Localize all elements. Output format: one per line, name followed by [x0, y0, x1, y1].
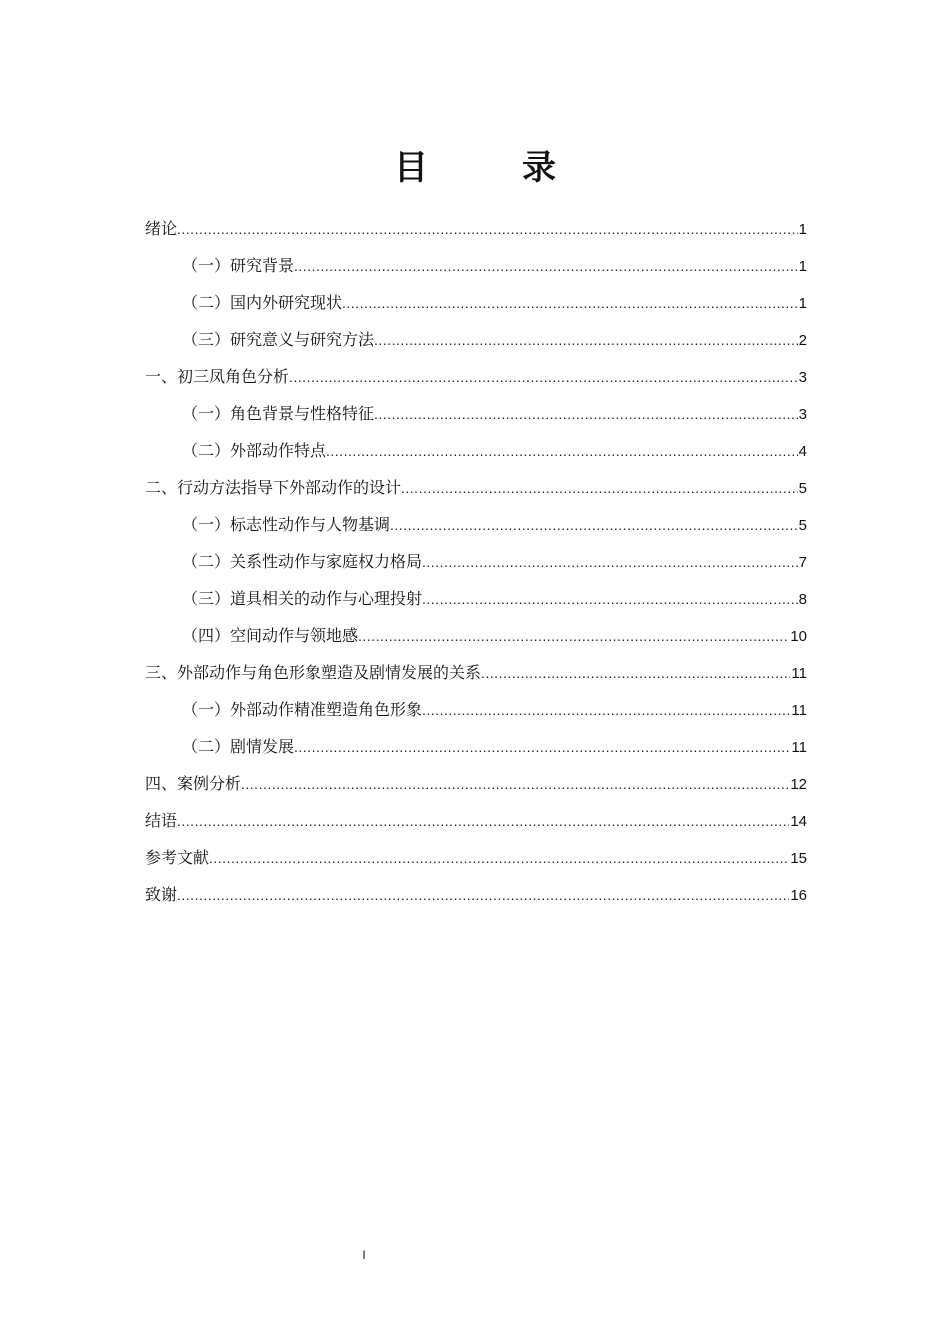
toc-entry-page-number: 14: [790, 813, 807, 830]
toc-entry-label: （一）外部动作精准塑造角色形象: [182, 700, 423, 719]
toc-entry-label: 二、行动方法指导下外部动作的设计: [145, 478, 402, 497]
toc-entry-label: （三）研究意义与研究方法: [182, 330, 375, 349]
toc-dot-leader: [241, 769, 789, 799]
toc-entry[interactable]: [145, 399, 807, 436]
toc-entry-label: （一）研究背景: [182, 256, 295, 275]
toc-entry-label: （二）国内外研究现状: [182, 293, 343, 312]
toc-entry[interactable]: [145, 325, 807, 362]
toc-dot-leader: [177, 806, 789, 836]
toc-entry-label: （三）道具相关的动作与心理投射: [182, 589, 423, 608]
toc-entry-label: 三、外部动作与角色形象塑造及剧情发展的关系: [145, 663, 482, 682]
toc-entry[interactable]: [145, 658, 807, 695]
toc-entry-page-number: 10: [790, 628, 807, 645]
toc-entry-page-number: 4: [798, 443, 807, 460]
toc-dot-leader: [374, 399, 798, 429]
toc-entry[interactable]: [145, 769, 807, 806]
toc-entry[interactable]: [145, 547, 807, 584]
toc-entry-label: 结语: [145, 811, 178, 830]
toc-entry[interactable]: [145, 251, 807, 288]
toc-entry-label: （二）关系性动作与家庭权力格局: [182, 552, 423, 571]
toc-entry-page-number: 5: [798, 517, 807, 534]
toc-dot-leader: [390, 510, 798, 540]
toc-dot-leader: [177, 214, 798, 244]
toc-dot-leader: [401, 473, 798, 503]
toc-list: [145, 214, 807, 917]
toc-entry-page-number: 5: [798, 480, 807, 497]
toc-dot-leader: [209, 843, 789, 873]
toc-dot-leader: [177, 880, 789, 910]
toc-entry-page-number: 11: [791, 702, 807, 719]
toc-entry-label: 致谢: [145, 885, 178, 904]
toc-entry-page-number: 7: [798, 554, 807, 571]
toc-entry[interactable]: [145, 436, 807, 473]
toc-dot-leader: [422, 547, 798, 577]
toc-entry-page-number: 1: [798, 221, 807, 238]
toc-entry-page-number: 15: [790, 850, 807, 867]
toc-dot-leader: [481, 658, 790, 688]
toc-entry[interactable]: [145, 621, 807, 658]
toc-entry-page-number: 1: [798, 258, 807, 275]
toc-entry-label: （一）角色背景与性格特征: [182, 404, 375, 423]
toc-entry-page-number: 1: [798, 295, 807, 312]
toc-dot-leader: [326, 436, 798, 466]
toc-entry-label: 参考文献: [145, 848, 210, 867]
toc-entry-label: （一）标志性动作与人物基调: [182, 515, 391, 534]
toc-entry-page-number: 12: [790, 776, 807, 793]
toc-entry[interactable]: [145, 288, 807, 325]
toc-entry[interactable]: [145, 880, 807, 917]
toc-entry-page-number: 3: [798, 406, 807, 423]
toc-entry[interactable]: [145, 214, 807, 251]
toc-entry[interactable]: [145, 695, 807, 732]
toc-dot-leader: [422, 584, 798, 614]
toc-entry-page-number: 16: [790, 887, 807, 904]
toc-dot-leader: [294, 251, 798, 281]
toc-entry[interactable]: [145, 362, 807, 399]
toc-entry[interactable]: [145, 843, 807, 880]
toc-entry-page-number: 8: [798, 591, 807, 608]
toc-dot-leader: [374, 325, 798, 355]
toc-entry-label: 四、案例分析: [145, 774, 242, 793]
page-number: I: [362, 1248, 366, 1262]
toc-entry[interactable]: [145, 510, 807, 547]
toc-entry-label: （二）剧情发展: [182, 737, 295, 756]
toc-entry[interactable]: [145, 473, 807, 510]
toc-title: 目 录: [394, 148, 586, 188]
toc-dot-leader: [289, 362, 798, 392]
toc-entry-page-number: 11: [791, 665, 807, 682]
toc-dot-leader: [294, 732, 790, 762]
toc-entry[interactable]: [145, 732, 807, 769]
toc-entry-label: 绪论: [145, 219, 178, 238]
toc-entry-label: （二）外部动作特点: [182, 441, 327, 460]
toc-entry-label: （四）空间动作与领地感: [182, 626, 359, 645]
toc-dot-leader: [358, 621, 789, 651]
toc-dot-leader: [422, 695, 790, 725]
toc-entry-page-number: 3: [798, 369, 807, 386]
toc-entry-page-number: 2: [798, 332, 807, 349]
toc-entry-page-number: 11: [791, 739, 807, 756]
toc-entry[interactable]: [145, 584, 807, 621]
toc-entry[interactable]: [145, 806, 807, 843]
toc-entry-label: 一、初三凤角色分析: [145, 367, 290, 386]
toc-dot-leader: [342, 288, 798, 318]
